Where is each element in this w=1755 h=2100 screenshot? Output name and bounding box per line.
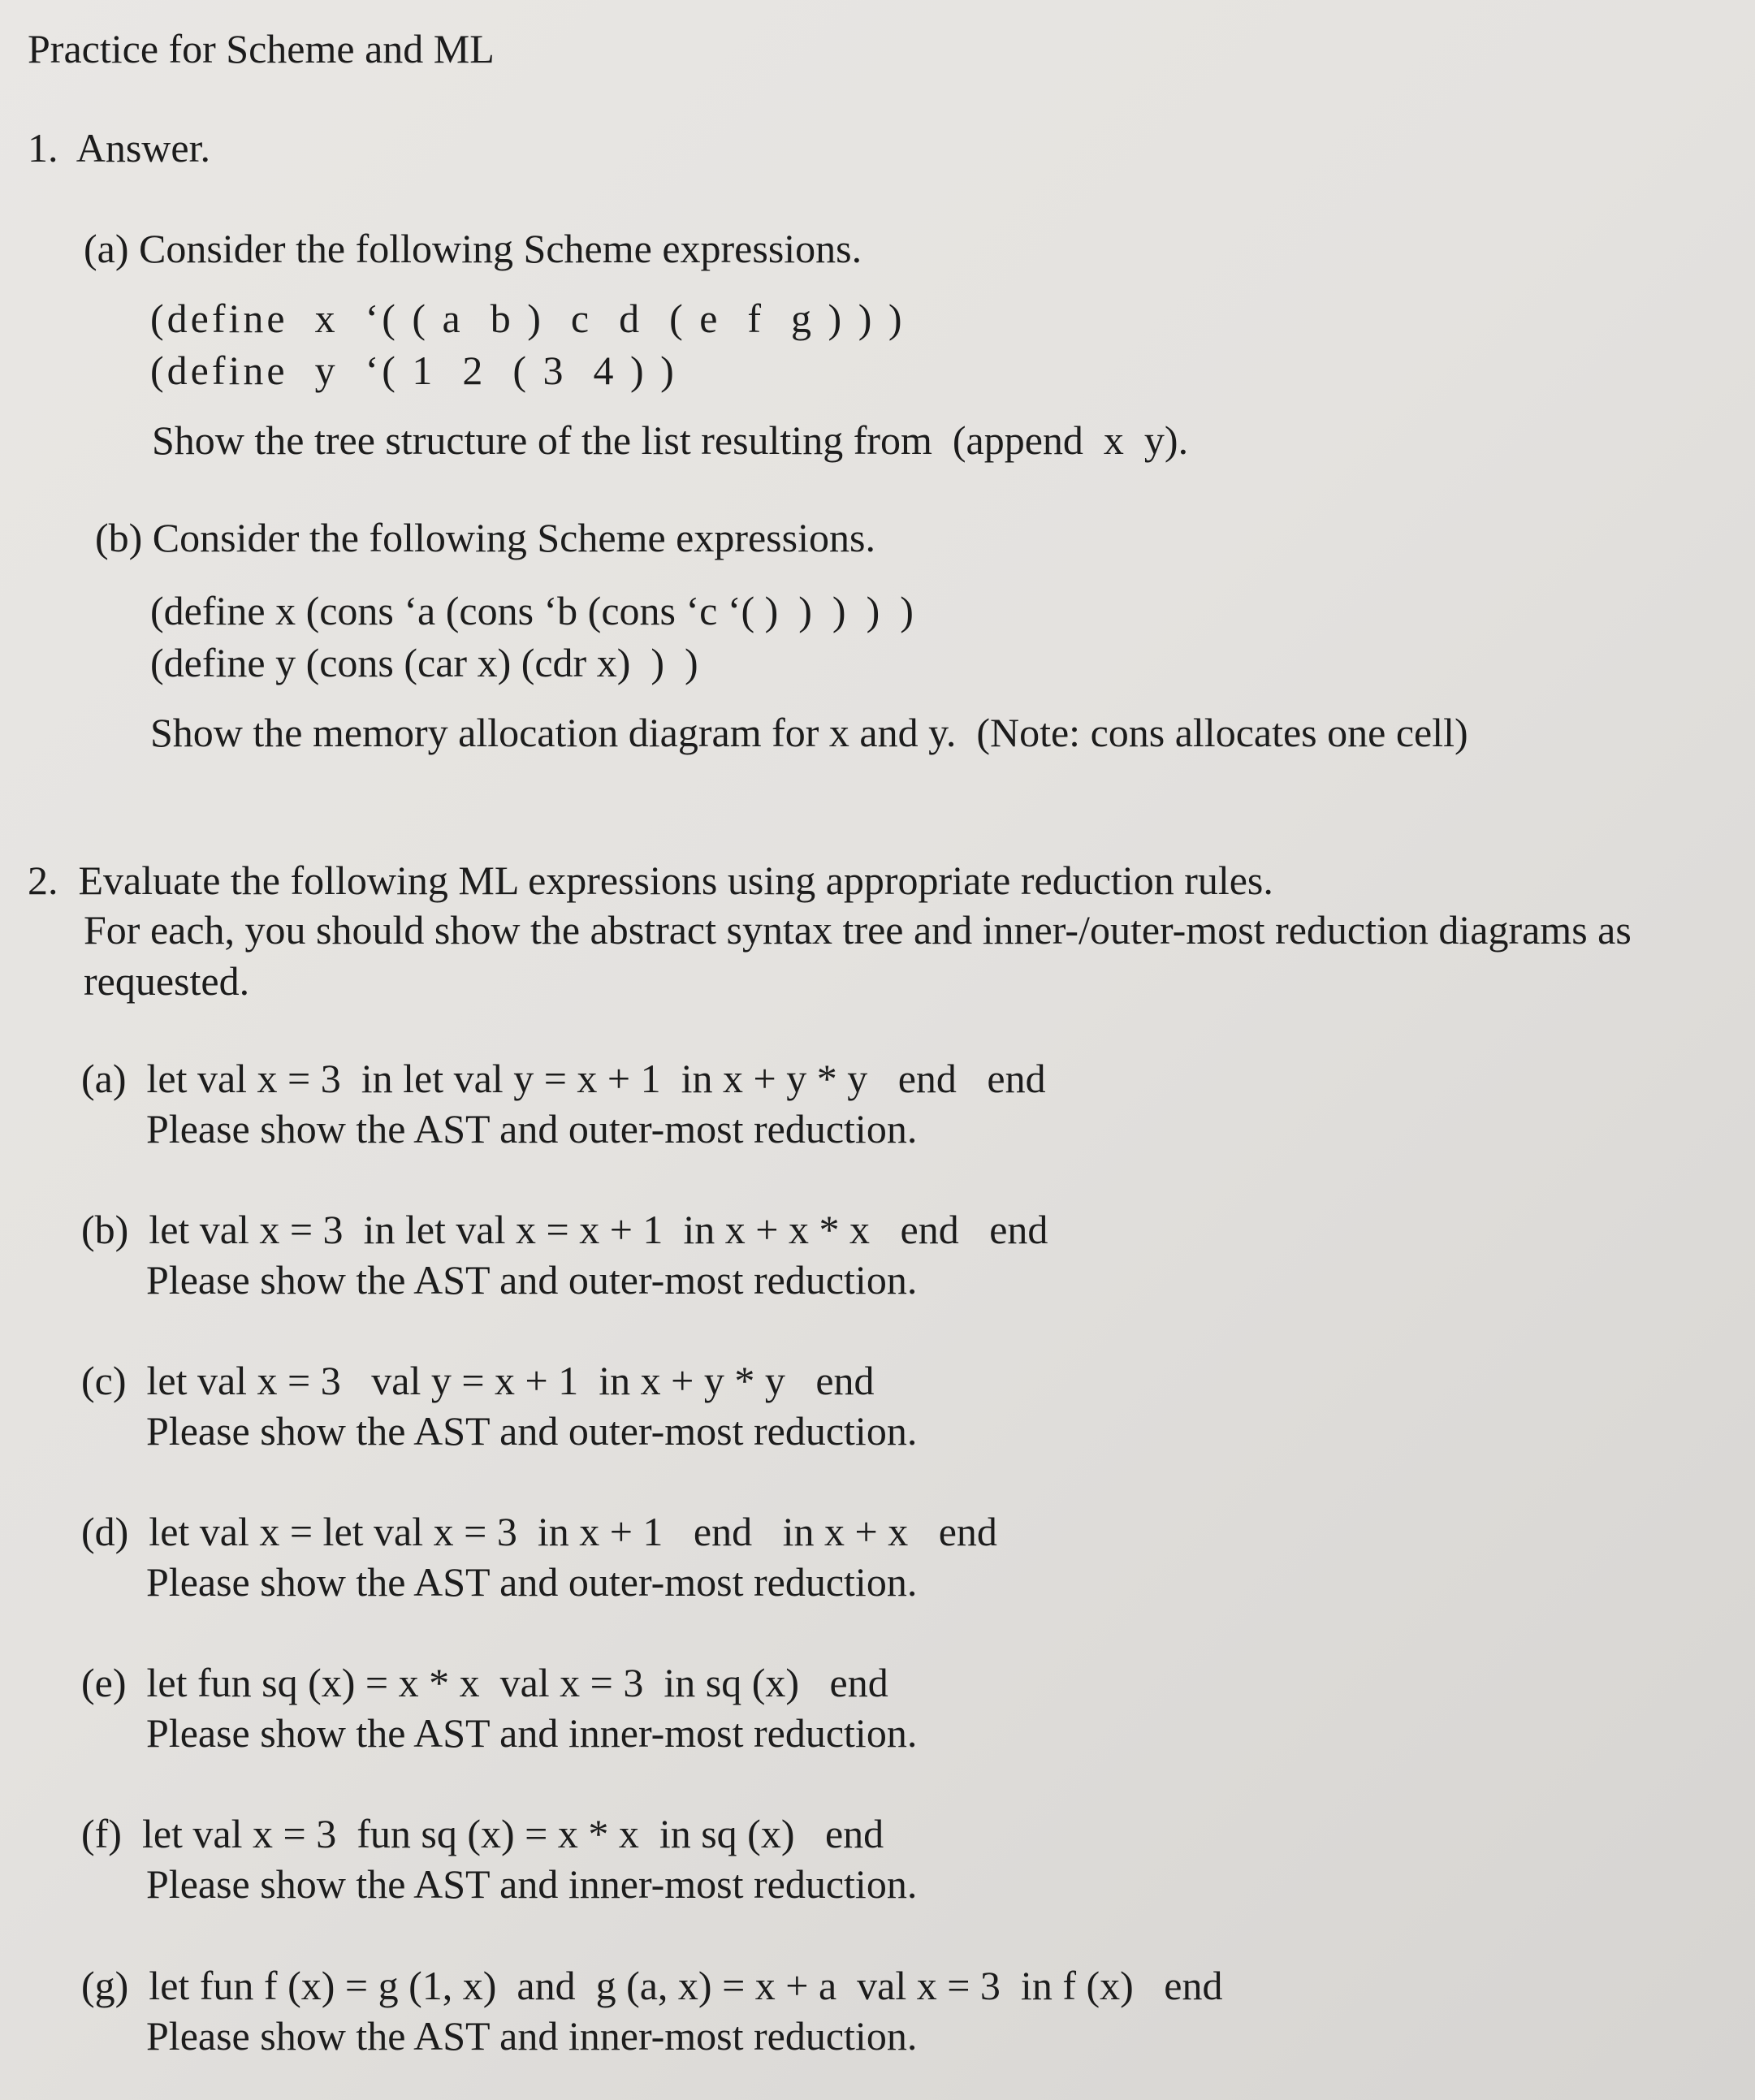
question-2f-expression: (f) let val x = 3 fun sq (x) = x * x in sq (x) end <box>81 1811 884 1856</box>
question-1b-prompt: (b) Consider the following Scheme expressions. <box>95 515 875 560</box>
question-2-instructions: For each, you should show the abstract syntax tree and inner-/outer-most reduction diagrams as <box>84 907 1632 953</box>
question-2b-task: Please show the AST and outer-most reduction. <box>146 1257 918 1303</box>
question-2c-task: Please show the AST and outer-most reduction. <box>146 1408 918 1454</box>
question-2e-expression: (e) let fun sq (x) = x * x val x = 3 in sq (x) end <box>81 1660 888 1705</box>
question-1b-task: Show the memory allocation diagram for x and y. (Note: cons allocates one cell) <box>150 710 1468 755</box>
question-1b-code-line-1: (define x (cons ‘a (cons ‘b (cons ‘c ‘( ) ) ) ) ) <box>150 588 914 633</box>
question-2g-task: Please show the AST and inner-most reduction. <box>146 2013 918 2059</box>
question-2g-expression: (g) let fun f (x) = g (1, x) and g (a, x) = x + a val x = 3 in f (x) end <box>81 1963 1223 2008</box>
question-1a-prompt: (a) Consider the following Scheme expressions. <box>84 226 862 271</box>
question-1a-code-line-2: (define y ‘( 1 2 ( 3 4 ) ) <box>150 348 677 393</box>
question-2d-expression: (d) let val x = let val x = 3 in x + 1 end in x + x end <box>81 1509 997 1554</box>
question-1-heading: 1. Answer. <box>28 125 210 171</box>
question-2a-task: Please show the AST and outer-most reduction. <box>146 1106 918 1152</box>
question-2a-expression: (a) let val x = 3 in let val y = x + 1 in x + y * y end end <box>81 1056 1046 1101</box>
question-1a-code-line-1: (define x ‘( ( a b ) c d ( e f g ) ) ) <box>150 296 906 341</box>
question-2d-task: Please show the AST and outer-most reduction. <box>146 1559 918 1605</box>
question-1b-code-line-2: (define y (cons (car x) (cdr x) ) ) <box>150 640 698 685</box>
question-2f-task: Please show the AST and inner-most reduction. <box>146 1861 918 1907</box>
question-2-heading: 2. Evaluate the following ML expressions using appropriate reduction rules. <box>28 858 1273 903</box>
question-2e-task: Please show the AST and inner-most reduction. <box>146 1710 918 1756</box>
question-2-instructions-cont: requested. <box>84 958 250 1004</box>
question-2b-expression: (b) let val x = 3 in let val x = x + 1 in x + x * x end end <box>81 1207 1048 1252</box>
document-title: Practice for Scheme and ML <box>28 26 495 71</box>
question-1a-task: Show the tree structure of the list resulting from (append x y). <box>152 417 1189 463</box>
question-2c-expression: (c) let val x = 3 val y = x + 1 in x + y * y end <box>81 1358 875 1403</box>
